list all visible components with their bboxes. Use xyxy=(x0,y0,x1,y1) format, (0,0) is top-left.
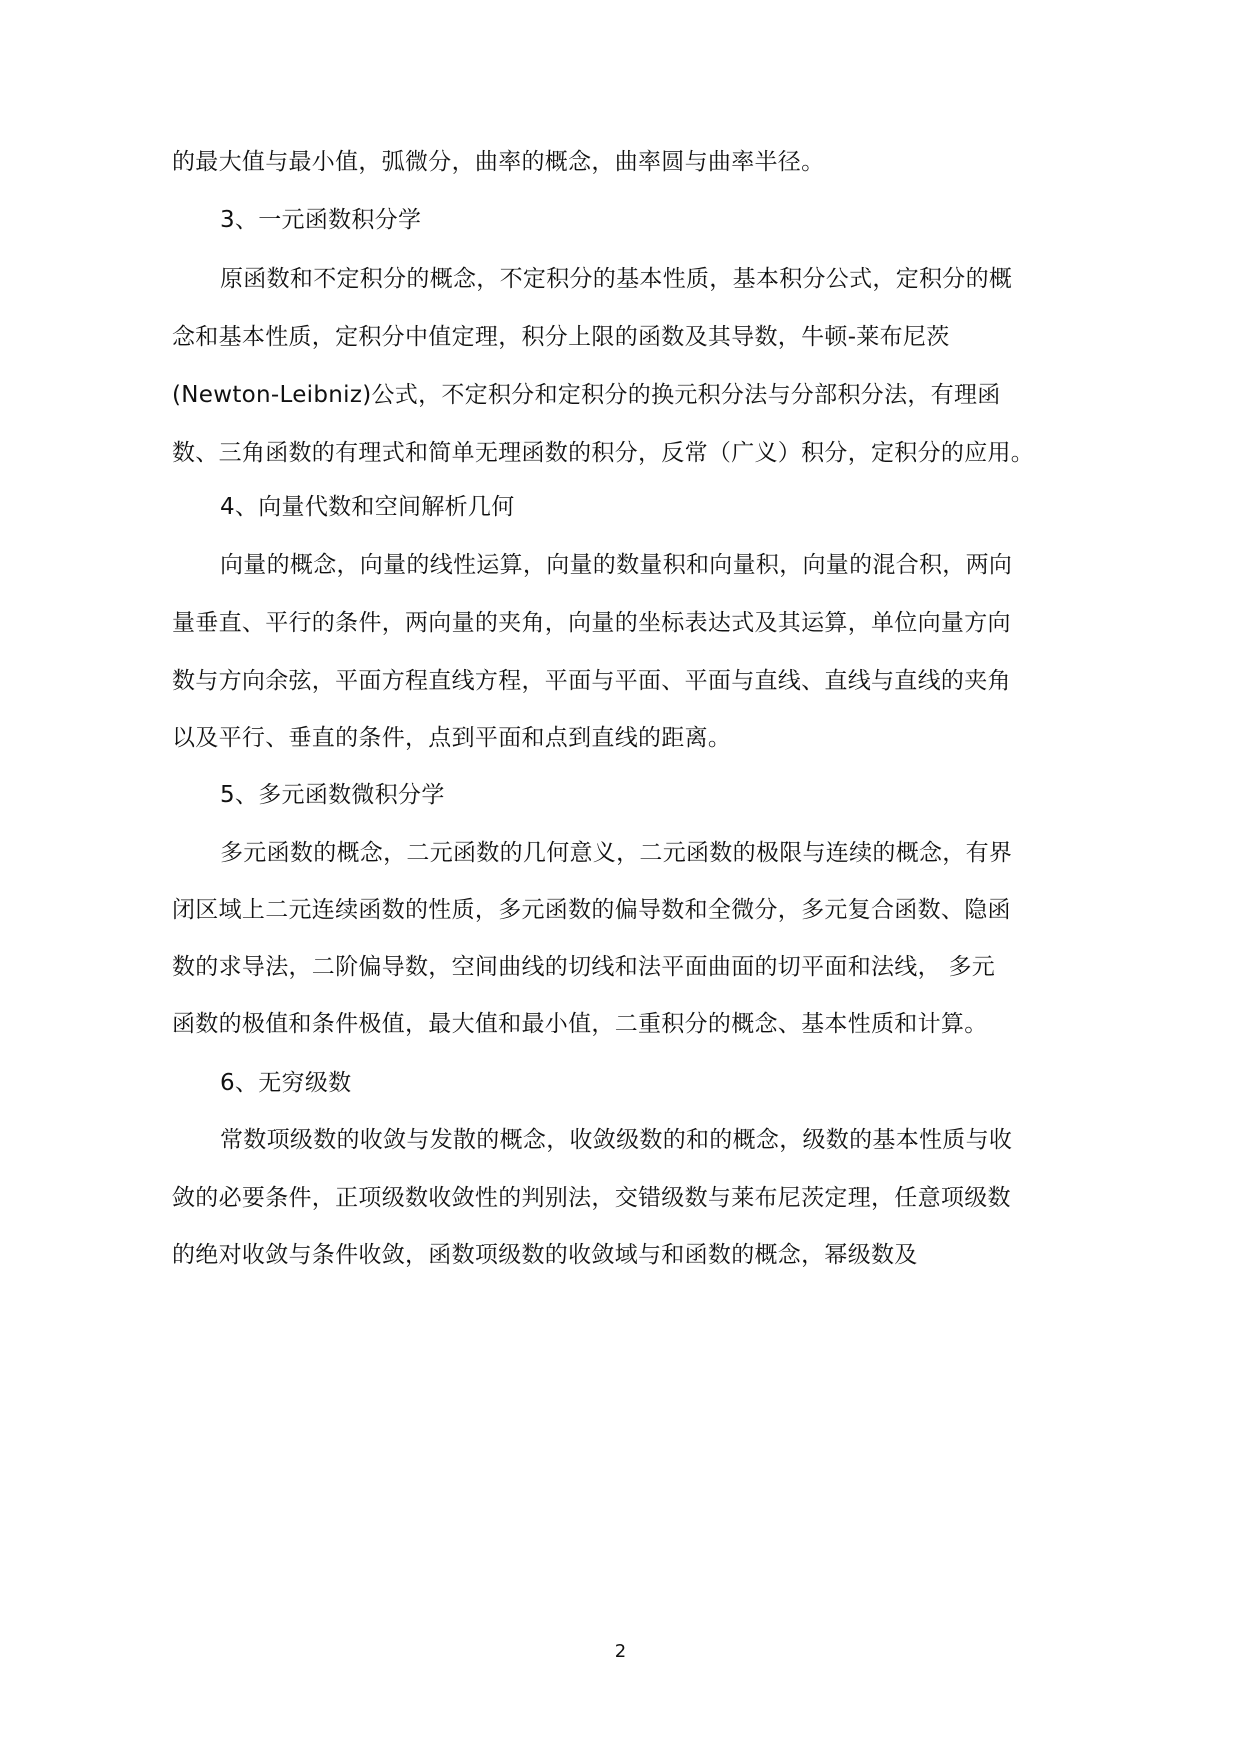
text-line: 函数的极值和条件极值，最大值和最小值，二重积分的概念、基本性质和计算。 xyxy=(172,1011,988,1037)
text-line: 量垂直、平行的条件，两向量的夹角，向量的坐标表达式及其运算，单位向量方向 xyxy=(172,610,1011,636)
text-line: 数与方向余弦，平面方程直线方程，平面与平面、平面与直线、直线与直线的夹角 xyxy=(172,668,1011,694)
text-line: 数的求导法，二阶偏导数，空间曲线的切线和法平面曲面的切平面和法线， 多元 xyxy=(172,954,996,980)
page-number: 2 xyxy=(614,1641,627,1662)
text-line: 数、三角函数的有理式和简单无理函数的积分，反常（广义）积分，定积分的应用。 xyxy=(172,440,1035,466)
text-line: 的绝对收敛与条件收敛，函数项级数的收敛域与和函数的概念，幂级数及 xyxy=(172,1242,918,1268)
text-line: 原函数和不定积分的概念，不定积分的基本性质，基本积分公式，定积分的概 xyxy=(220,266,1013,292)
text-line: (Newton-Leibniz)公式，不定积分和定积分的换元积分法与分部积分法，有理函 xyxy=(172,382,1001,408)
text-line: 敛的必要条件，正项级数收敛性的判别法，交错级数与莱布尼茨定理，任意项级数 xyxy=(172,1185,1011,1211)
text-line: 常数项级数的收敛与发散的概念，收敛级数的和的概念，级数的基本性质与收 xyxy=(220,1127,1013,1153)
section-heading: 3、一元函数积分学 xyxy=(220,207,422,233)
text-line: 的最大值与最小值，弧微分，曲率的概念，曲率圆与曲率半径。 xyxy=(172,149,825,175)
text-line: 以及平行、垂直的条件，点到平面和点到直线的距离。 xyxy=(172,725,732,751)
text-line: 多元函数的概念，二元函数的几何意义，二元函数的极限与连续的概念，有界 xyxy=(220,840,1013,866)
section-heading: 5、多元函数微积分学 xyxy=(220,782,445,808)
text-line: 向量的概念，向量的线性运算，向量的数量积和向量积，向量的混合积，两向 xyxy=(220,552,1013,578)
text-line: 闭区域上二元连续函数的性质，多元函数的偏导数和全微分，多元复合函数、隐函 xyxy=(172,897,1011,923)
section-heading: 6、无穷级数 xyxy=(220,1070,352,1096)
text-line: 念和基本性质，定积分中值定理，积分上限的函数及其导数，牛顿-莱布尼茨 xyxy=(172,324,950,350)
section-heading: 4、向量代数和空间解析几何 xyxy=(220,494,515,520)
